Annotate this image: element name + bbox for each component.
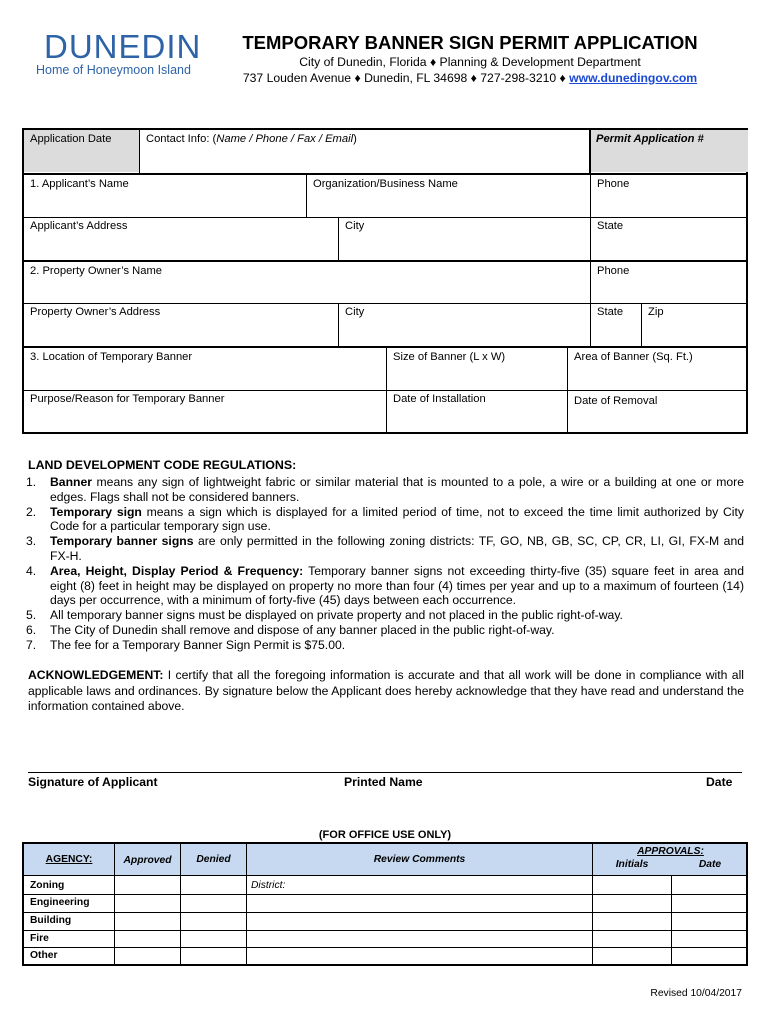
divider bbox=[139, 130, 140, 173]
banner-area-label: Area of Banner (Sq. Ft.) bbox=[574, 351, 693, 363]
contact-info-prefix: Contact Info: ( bbox=[146, 133, 217, 145]
banner-size-label: Size of Banner (L x W) bbox=[393, 351, 506, 363]
owner-phone-field[interactable] bbox=[591, 262, 748, 302]
department-line: City of Dunedin, Florida ♦ Planning & Development Department bbox=[299, 55, 641, 69]
regulation-number: 2. bbox=[26, 504, 37, 519]
signature-line[interactable] bbox=[28, 772, 742, 773]
regulation-text: All temporary banner signs must be displayed on private property and not placed in the public right-of-way. bbox=[50, 608, 623, 623]
acknowledgement-label: ACKNOWLEDGEMENT: bbox=[28, 668, 164, 682]
regulations-heading: LAND DEVELOPMENT CODE REGULATIONS: bbox=[28, 458, 297, 472]
contact-info-suffix: ) bbox=[353, 133, 357, 145]
banner-purpose-field[interactable] bbox=[24, 390, 386, 432]
regulation-number: 5. bbox=[26, 608, 37, 623]
divider bbox=[386, 347, 387, 434]
approved-header: Approved bbox=[123, 855, 172, 866]
install-date-label: Date of Installation bbox=[393, 393, 486, 405]
approvals-header bbox=[593, 846, 748, 857]
organization-field[interactable] bbox=[307, 175, 590, 216]
agency-header-text: AGENCY: bbox=[45, 854, 93, 865]
divider bbox=[567, 347, 568, 434]
district-label: District: bbox=[251, 880, 286, 891]
signature-label: Signature of Applicant bbox=[28, 775, 158, 789]
applicant-phone-field[interactable] bbox=[591, 175, 748, 216]
regulation-number: 6. bbox=[26, 622, 37, 637]
divider bbox=[671, 876, 672, 964]
owner-address-label: Property Owner’s Address bbox=[30, 306, 161, 318]
applicant-address-field[interactable] bbox=[24, 217, 338, 259]
agency-fire: Fire bbox=[30, 933, 49, 944]
divider bbox=[246, 844, 247, 964]
owner-address-field[interactable] bbox=[24, 303, 338, 345]
divider bbox=[590, 261, 591, 347]
regulation-number: 1. bbox=[26, 475, 37, 489]
agency-header bbox=[24, 854, 114, 865]
regulation-text: are only permitted in the following zoning districts: TF, GO, NB, GB, SC, CP, CR, LI, GI, FX-M and FX-H. bbox=[50, 534, 744, 563]
regulation-item bbox=[26, 475, 744, 505]
logo-tagline: Home of Honeymoon Island bbox=[36, 63, 191, 77]
contact-info-items: Name / Phone / Fax / Email bbox=[216, 133, 354, 145]
application-form bbox=[22, 128, 748, 434]
divider bbox=[592, 844, 593, 964]
owner-name-label: 2. Property Owner’s Name bbox=[30, 265, 163, 277]
applicant-city-field[interactable] bbox=[339, 217, 590, 259]
applicant-phone-label: Phone bbox=[597, 178, 630, 190]
page-title: TEMPORARY BANNER SIGN PERMIT APPLICATION bbox=[242, 32, 698, 53]
contact-info-field[interactable] bbox=[140, 130, 588, 172]
removal-date-label: Date of Removal bbox=[574, 395, 658, 407]
logo-text: DUNEDIN bbox=[44, 28, 202, 65]
applicant-address-label: Applicant’s Address bbox=[30, 220, 128, 232]
banner-location-label: 3. Location of Temporary Banner bbox=[30, 351, 193, 363]
review-comments-header: Review Comments bbox=[373, 854, 466, 865]
divider bbox=[589, 130, 591, 173]
office-use-table bbox=[22, 842, 748, 966]
office-use-heading: (FOR OFFICE USE ONLY) bbox=[318, 829, 452, 841]
divider bbox=[180, 844, 181, 964]
regulations-list bbox=[26, 475, 744, 653]
divider bbox=[338, 303, 339, 346]
revision-date: Revised 10/04/2017 bbox=[650, 988, 742, 999]
table-row-divider bbox=[24, 912, 746, 913]
regulation-item bbox=[26, 608, 744, 623]
divider bbox=[641, 303, 642, 346]
agency-other: Other bbox=[30, 950, 58, 961]
owner-zip-label: Zip bbox=[648, 306, 664, 318]
denied-header: Denied bbox=[196, 854, 231, 865]
table-row-divider bbox=[24, 947, 746, 948]
website-link[interactable]: www.dunedingov.com bbox=[569, 71, 698, 85]
divider bbox=[306, 174, 307, 217]
applicant-state-label: State bbox=[597, 220, 624, 232]
regulation-text: Temporary banner signs not exceeding thirty-five (35) square feet in area and eight (8) feet in height may be displayed on property no more than four (4) times per year and up to a maximum of fourteen (14) days per occurrence, with a minimum of forty-five (45) days between each occurrence. bbox=[50, 563, 744, 608]
applicant-name-field[interactable] bbox=[24, 175, 306, 216]
address-text: 737 Louden Avenue ♦ Dunedin, FL 34698 ♦ 727-298-3210 ♦ bbox=[242, 71, 570, 85]
application-date-label: Application Date bbox=[30, 133, 112, 145]
signature-date-label: Date bbox=[706, 775, 733, 789]
initials-header: Initials bbox=[615, 859, 649, 870]
acknowledgement-text: I certify that all the foregoing information is accurate and that all work will be done in compliance with all applicable laws and ordinances. By signature below the Applicant does hereby acknowledge that they have read and understand the information contained above. bbox=[28, 668, 744, 713]
permit-number-label: Permit Application # bbox=[596, 133, 704, 145]
banner-location-field[interactable] bbox=[24, 348, 386, 389]
regulation-text: The fee for a Temporary Banner Sign Permit is $75.00. bbox=[50, 637, 346, 652]
regulation-item bbox=[26, 638, 744, 653]
applicant-state-field[interactable] bbox=[591, 217, 748, 259]
organization-label: Organization/Business Name bbox=[313, 178, 458, 190]
applicant-name-label: 1. Applicant’s Name bbox=[30, 178, 129, 190]
application-date-field[interactable] bbox=[24, 130, 139, 172]
banner-purpose-label: Purpose/Reason for Temporary Banner bbox=[30, 393, 225, 405]
banner-size-field[interactable] bbox=[387, 348, 567, 389]
regulation-item bbox=[26, 505, 744, 535]
regulation-item bbox=[26, 564, 744, 608]
table-row-divider bbox=[24, 930, 746, 931]
removal-date-field[interactable] bbox=[568, 392, 748, 432]
regulation-number: 3. bbox=[26, 534, 37, 549]
regulation-text: means any sign of lightweight fabric or similar material that is mounted to a pole, a wire or a building at one or more edges. Flags shall not be considered banners. bbox=[50, 475, 744, 504]
regulation-text: The City of Dunedin shall remove and dispose of any banner placed in the public right-of-way. bbox=[50, 622, 555, 637]
table-row-divider bbox=[24, 894, 746, 895]
regulation-item bbox=[26, 534, 744, 564]
owner-name-field[interactable] bbox=[24, 262, 590, 302]
owner-state-field[interactable] bbox=[591, 303, 641, 345]
applicant-city-label: City bbox=[345, 220, 365, 232]
regulation-item bbox=[26, 623, 744, 638]
address-line bbox=[200, 71, 740, 85]
approvals-header-text: APPROVALS: bbox=[637, 846, 704, 857]
regulation-term: Area, Height, Display Period & Frequency: bbox=[50, 563, 304, 578]
owner-state-label: State bbox=[597, 306, 624, 318]
owner-phone-label: Phone bbox=[597, 265, 630, 277]
regulation-term: Banner bbox=[50, 475, 92, 489]
divider bbox=[590, 174, 591, 261]
printed-name-label: Printed Name bbox=[344, 775, 423, 789]
acknowledgement bbox=[28, 668, 744, 715]
agency-zoning: Zoning bbox=[30, 880, 65, 891]
permit-number-field[interactable] bbox=[590, 130, 748, 172]
regulation-number: 4. bbox=[26, 563, 37, 578]
zoning-approved-cell[interactable] bbox=[115, 877, 180, 894]
owner-zip-field[interactable] bbox=[642, 303, 748, 345]
banner-area-field[interactable] bbox=[568, 348, 748, 389]
owner-city-field[interactable] bbox=[339, 303, 590, 345]
agency-engineering: Engineering bbox=[30, 897, 90, 908]
regulation-number: 7. bbox=[26, 637, 37, 652]
approval-date-header: Date bbox=[698, 859, 722, 870]
owner-city-label: City bbox=[345, 306, 365, 318]
divider bbox=[338, 217, 339, 260]
zoning-denied-cell[interactable] bbox=[181, 877, 246, 894]
regulation-term: Temporary banner signs bbox=[50, 534, 194, 549]
install-date-field[interactable] bbox=[387, 390, 567, 432]
divider bbox=[114, 844, 115, 964]
agency-building: Building bbox=[30, 915, 72, 926]
regulation-text: means a sign which is displayed for a limited period of time, not to exceed the time limit authorized by City Code for a particular temporary sign use. bbox=[50, 504, 744, 534]
regulation-term: Temporary sign bbox=[50, 504, 142, 519]
